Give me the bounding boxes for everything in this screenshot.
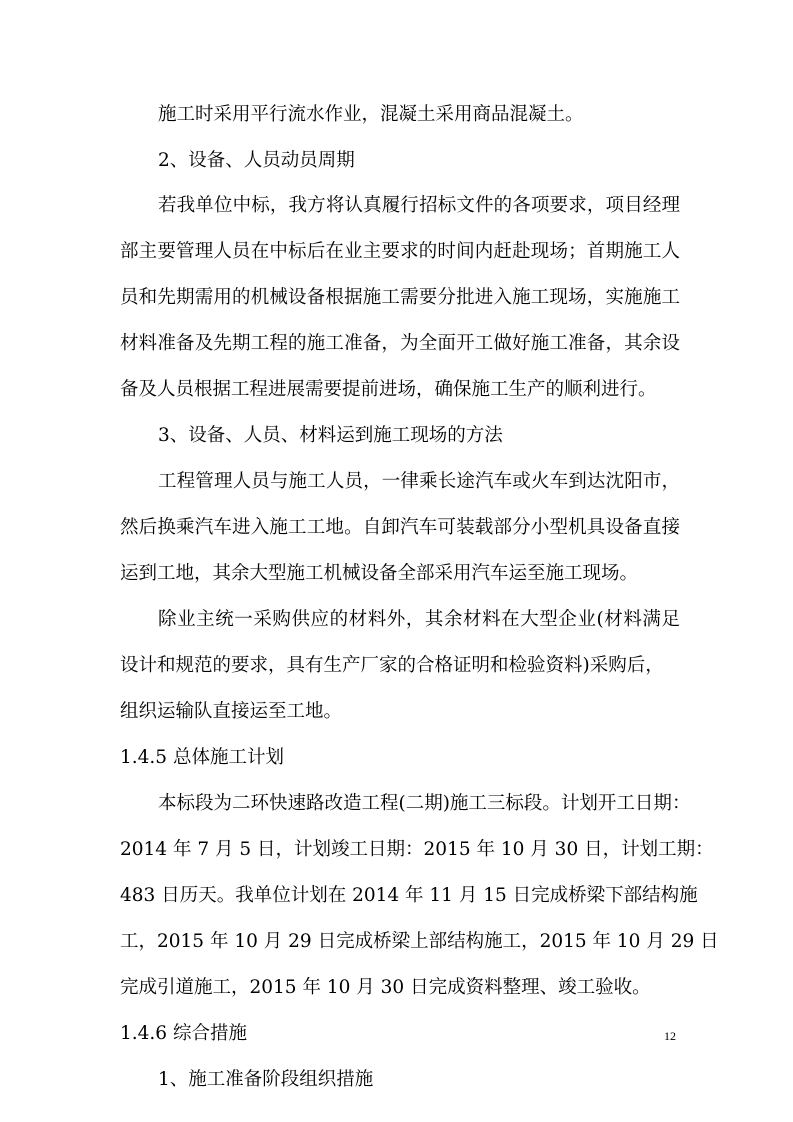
body-text-line: 材料准备及先期工程的施工准备，为全面开工做好施工准备，其余设 (120, 333, 680, 354)
body-text-line: 员和先期需用的机械设备根据施工需要分批进入施工现场，实施施工 (120, 287, 680, 308)
body-text-line: 部主要管理人员在中标后在业主要求的时间内赶赴现场；首期施工人 (120, 241, 680, 262)
list-heading: 2、设备、人员动员周期 (158, 150, 355, 171)
body-text-line: 除业主统一采购供应的材料外，其余材料在大型企业(材料满足 (158, 609, 680, 630)
body-text-line: 运到工地，其余大型施工机械设备全部采用汽车运至施工现场。 (120, 563, 639, 584)
body-text-line: 然后换乘汽车进入施工工地。自卸汽车可装载部分小型机具设备直接 (120, 517, 680, 538)
body-text-line: 若我单位中标，我方将认真履行招标文件的各项要求，项目经理 (158, 195, 680, 216)
page-number: 12 (664, 1029, 676, 1043)
body-text-line: 施工时采用平行流水作业，混凝土采用商品混凝土。 (158, 104, 584, 125)
body-text-line: 483 日历天。我单位计划在 2014 年 11 月 15 日完成桥梁下部结构施 (120, 885, 698, 906)
body-text-line: 工程管理人员与施工人员，一律乘长途汽车或火车到达沈阳市， (158, 471, 680, 492)
body-text-line: 工，2015 年 10 月 29 日完成桥梁上部结构施工，2015 年 10 月 29 日 (120, 931, 719, 952)
list-heading: 1、施工准备阶段组织措施 (158, 1069, 374, 1090)
section-heading: 1.4.5 总体施工计划 (120, 747, 284, 768)
body-text-line: 备及人员根据工程进展需要提前进场，确保施工生产的顺利进行。 (120, 379, 657, 400)
section-heading: 1.4.6 综合措施 (120, 1023, 247, 1044)
body-text-line: 组织运输队直接运至工地。 (120, 701, 343, 722)
body-text-line: 完成引道施工，2015 年 10 月 30 日完成资料整理、竣工验收。 (120, 977, 651, 998)
body-text-line: 2014 年 7 月 5 日，计划竣工日期：2015 年 10 月 30 日，计划工期： (120, 839, 714, 860)
body-text-line: 设计和规范的要求，具有生产厂家的合格证明和检验资料)采购后， (120, 655, 664, 676)
list-heading: 3、设备、人员、材料运到施工现场的方法 (158, 425, 503, 446)
body-text-line: 本标段为二环快速路改造工程(二期)施工三标段。计划开工日期： (158, 793, 691, 814)
